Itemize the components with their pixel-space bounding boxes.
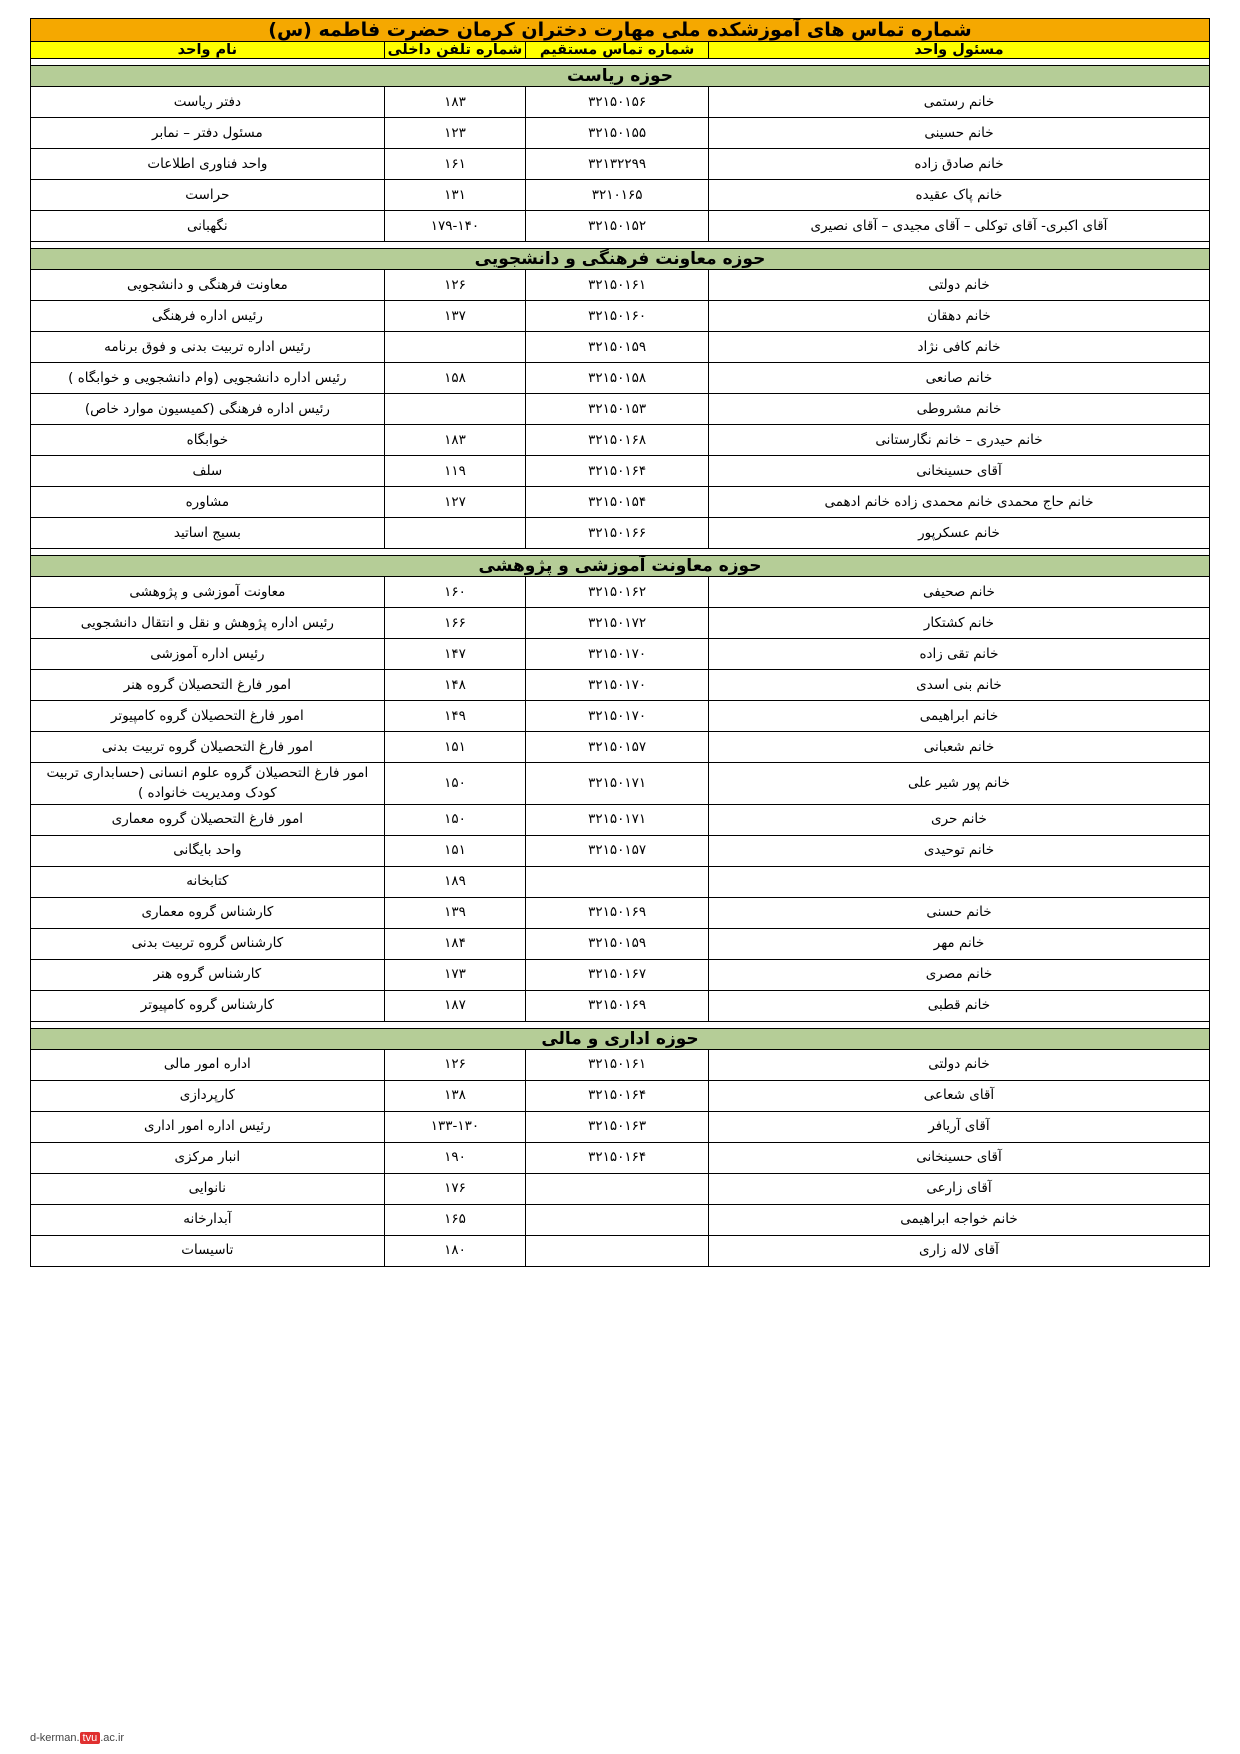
unit-name-cell: کارشناس گروه معماری [31, 897, 385, 928]
unit-name-cell: امور فارغ التحصیلان گروه تربیت بدنی [31, 732, 385, 763]
unit-name-cell: مشاوره [31, 487, 385, 518]
table-row [31, 608, 1210, 639]
table-row [31, 118, 1210, 149]
unit-name-cell: رئیس اداره امور اداری [31, 1111, 385, 1142]
unit-name-cell: نانوایی [31, 1173, 385, 1204]
column-header-direct: شماره تماس مستقیم [526, 42, 709, 59]
unit-name-cell: رئیس اداره آموزشی [31, 639, 385, 670]
person-cell: خانم کافی نژاد [708, 332, 1209, 363]
person-cell: خانم تقی زاده [708, 639, 1209, 670]
extension-cell: ۱۳۱ [384, 180, 525, 211]
person-cell: خانم پور شیر علی [708, 763, 1209, 805]
person-cell: خانم حاج محمدی خانم محمدی زاده خانم ادهمی [708, 487, 1209, 518]
table-row [31, 1111, 1210, 1142]
unit-name-cell: رئیس اداره فرهنگی [31, 301, 385, 332]
direct-phone-cell: ۳۲۱۵۰۱۷۲ [526, 608, 709, 639]
direct-phone-cell: ۳۲۱۵۰۱۷۰ [526, 670, 709, 701]
table-row [31, 959, 1210, 990]
person-cell: آقای لاله زاری [708, 1235, 1209, 1266]
table-row [31, 670, 1210, 701]
unit-name-cell: انبار مرکزی [31, 1142, 385, 1173]
person-cell: خانم دولتی [708, 1049, 1209, 1080]
extension-cell: ۱۴۹ [384, 701, 525, 732]
extension-cell: ۱۶۱ [384, 149, 525, 180]
column-header-row [31, 42, 1210, 59]
section-header-row [31, 556, 1210, 577]
extension-cell [384, 394, 525, 425]
table-row [31, 363, 1210, 394]
person-cell: خانم مشروطی [708, 394, 1209, 425]
unit-name-cell: رئیس اداره فرهنگی (کمیسیون موارد خاص) [31, 394, 385, 425]
direct-phone-cell: ۳۲۱۵۰۱۵۴ [526, 487, 709, 518]
table-row [31, 732, 1210, 763]
table-row [31, 332, 1210, 363]
person-cell: خانم رستمی [708, 87, 1209, 118]
person-cell: آقای زارعی [708, 1173, 1209, 1204]
person-cell: خانم ابراهیمی [708, 701, 1209, 732]
person-cell: خانم شعبانی [708, 732, 1209, 763]
section-header-row [31, 66, 1210, 87]
table-row [31, 1173, 1210, 1204]
table-row [31, 763, 1210, 805]
direct-phone-cell: ۳۲۱۵۰۱۶۸ [526, 425, 709, 456]
direct-phone-cell: ۳۲۱۵۰۱۶۶ [526, 518, 709, 549]
extension-cell: ۱۷۹-۱۴۰ [384, 211, 525, 242]
extension-cell: ۱۲۳ [384, 118, 525, 149]
person-cell: آقای آریافر [708, 1111, 1209, 1142]
section-spacer [31, 549, 1210, 556]
extension-cell: ۱۸۳ [384, 87, 525, 118]
unit-name-cell: واحد فناوری اطلاعات [31, 149, 385, 180]
extension-cell: ۱۷۳ [384, 959, 525, 990]
footer-watermark [30, 1732, 124, 1744]
direct-phone-cell: ۳۲۱۵۰۱۶۰ [526, 301, 709, 332]
section-title: حوزه ریاست [31, 66, 1210, 87]
spacer-cell [31, 59, 1210, 66]
person-cell [708, 866, 1209, 897]
person-cell: خانم پاک عقیده [708, 180, 1209, 211]
section-header-row [31, 249, 1210, 270]
direct-phone-cell [526, 1173, 709, 1204]
table-row [31, 1080, 1210, 1111]
table-row [31, 270, 1210, 301]
unit-name-cell: کارشناس گروه هنر [31, 959, 385, 990]
extension-cell: ۱۶۶ [384, 608, 525, 639]
person-cell: خانم مهر [708, 928, 1209, 959]
extension-cell: ۱۸۳ [384, 425, 525, 456]
unit-name-cell: حراست [31, 180, 385, 211]
direct-phone-cell: ۳۲۱۵۰۱۵۵ [526, 118, 709, 149]
direct-phone-cell [526, 1204, 709, 1235]
column-header-person: مسئول واحد [708, 42, 1209, 59]
extension-cell: ۱۶۵ [384, 1204, 525, 1235]
spacer-cell [31, 549, 1210, 556]
unit-name-cell: کارپردازی [31, 1080, 385, 1111]
extension-cell: ۱۲۷ [384, 487, 525, 518]
person-cell: خانم دولتی [708, 270, 1209, 301]
person-cell: آقای اکبری- آقای توکلی – آقای مجیدی – آقای نصیری [708, 211, 1209, 242]
section-spacer [31, 59, 1210, 66]
direct-phone-cell: ۳۲۱۵۰۱۶۱ [526, 270, 709, 301]
direct-phone-cell: ۳۲۱۵۰۱۶۹ [526, 897, 709, 928]
table-row [31, 990, 1210, 1021]
unit-name-cell: بسیج اساتید [31, 518, 385, 549]
table-row [31, 804, 1210, 835]
unit-name-cell: رئیس اداره تربیت بدنی و فوق برنامه [31, 332, 385, 363]
unit-name-cell: معاونت آموزشی و پژوهشی [31, 577, 385, 608]
spacer-cell [31, 242, 1210, 249]
unit-name-cell: اداره امور مالی [31, 1049, 385, 1080]
person-cell: خانم مصری [708, 959, 1209, 990]
person-cell: خانم عسکرپور [708, 518, 1209, 549]
extension-cell: ۱۹۰ [384, 1142, 525, 1173]
person-cell: خانم حیدری – خانم نگارستانی [708, 425, 1209, 456]
table-row [31, 180, 1210, 211]
section-spacer [31, 1021, 1210, 1028]
unit-name-cell: کتابخانه [31, 866, 385, 897]
unit-name-cell: خوابگاه [31, 425, 385, 456]
direct-phone-cell [526, 1235, 709, 1266]
footer-suffix: .ac.ir [100, 1732, 125, 1744]
direct-phone-cell: ۳۲۱۵۰۱۵۳ [526, 394, 709, 425]
unit-name-cell: امور فارغ التحصیلان گروه کامپیوتر [31, 701, 385, 732]
footer-prefix: d-kerman. [30, 1732, 80, 1744]
direct-phone-cell: ۳۲۱۵۰۱۷۱ [526, 763, 709, 805]
table-row [31, 149, 1210, 180]
table-row [31, 928, 1210, 959]
unit-name-cell: آبدارخانه [31, 1204, 385, 1235]
page-title: شماره تماس های آموزشکده ملی مهارت دختران کرمان حضرت فاطمه (س) [31, 19, 1210, 42]
unit-name-cell: مسئول دفتر – نمابر [31, 118, 385, 149]
person-cell: خانم توحیدی [708, 835, 1209, 866]
direct-phone-cell: ۳۲۱۵۰۱۶۲ [526, 577, 709, 608]
unit-name-cell: رئیس اداره پژوهش و نقل و انتقال دانشجویی [31, 608, 385, 639]
extension-cell: ۱۱۹ [384, 456, 525, 487]
direct-phone-cell: ۳۲۱۵۰۱۵۸ [526, 363, 709, 394]
table-row [31, 639, 1210, 670]
person-cell: آقای حسینخانی [708, 1142, 1209, 1173]
section-title: حوزه معاونت آموزشی و پژوهشی [31, 556, 1210, 577]
spacer-cell [31, 1021, 1210, 1028]
extension-cell [384, 518, 525, 549]
table-row [31, 87, 1210, 118]
unit-name-cell: امور فارغ التحصیلان گروه معماری [31, 804, 385, 835]
extension-cell: ۱۴۷ [384, 639, 525, 670]
section-title: حوزه معاونت فرهنگی و دانشجویی [31, 249, 1210, 270]
section-header-row [31, 1028, 1210, 1049]
person-cell: خانم دهقان [708, 301, 1209, 332]
table-row [31, 487, 1210, 518]
direct-phone-cell: ۳۲۱۵۰۱۷۰ [526, 701, 709, 732]
extension-cell: ۱۵۱ [384, 835, 525, 866]
column-header-unit: نام واحد [31, 42, 385, 59]
table-row [31, 301, 1210, 332]
extension-cell: ۱۵۰ [384, 763, 525, 805]
unit-name-cell: نگهبانی [31, 211, 385, 242]
document-title-row [31, 19, 1210, 42]
direct-phone-cell: ۳۲۱۵۰۱۶۷ [526, 959, 709, 990]
table-row [31, 518, 1210, 549]
direct-phone-cell: ۳۲۱۵۰۱۵۲ [526, 211, 709, 242]
extension-cell: ۱۸۷ [384, 990, 525, 1021]
extension-cell: ۱۳۸ [384, 1080, 525, 1111]
person-cell: خانم حسینی [708, 118, 1209, 149]
unit-name-cell: تاسیسات [31, 1235, 385, 1266]
contacts-table [30, 18, 1210, 1267]
person-cell: آقای حسینخانی [708, 456, 1209, 487]
person-cell: خانم صادق زاده [708, 149, 1209, 180]
direct-phone-cell: ۳۲۱۵۰۱۶۴ [526, 456, 709, 487]
table-row [31, 1142, 1210, 1173]
table-row [31, 866, 1210, 897]
extension-cell: ۱۸۰ [384, 1235, 525, 1266]
table-row [31, 1204, 1210, 1235]
extension-cell: ۱۸۹ [384, 866, 525, 897]
unit-name-cell: واحد بایگانی [31, 835, 385, 866]
unit-name-cell: کارشناس گروه کامپیوتر [31, 990, 385, 1021]
person-cell: خانم بنی اسدی [708, 670, 1209, 701]
person-cell: خانم صانعی [708, 363, 1209, 394]
table-row [31, 897, 1210, 928]
extension-cell: ۱۶۰ [384, 577, 525, 608]
table-row [31, 1049, 1210, 1080]
unit-name-cell: معاونت فرهنگی و دانشجویی [31, 270, 385, 301]
person-cell: خانم قطبی [708, 990, 1209, 1021]
direct-phone-cell: ۳۲۱۵۰۱۵۹ [526, 928, 709, 959]
extension-cell: ۱۳۳-۱۳۰ [384, 1111, 525, 1142]
section-spacer [31, 242, 1210, 249]
extension-cell: ۱۵۰ [384, 804, 525, 835]
extension-cell: ۱۵۱ [384, 732, 525, 763]
extension-cell: ۱۷۶ [384, 1173, 525, 1204]
direct-phone-cell: ۳۲۱۵۰۱۵۷ [526, 835, 709, 866]
direct-phone-cell: ۳۲۱۵۰۱۶۹ [526, 990, 709, 1021]
extension-cell: ۱۴۸ [384, 670, 525, 701]
extension-cell: ۱۳۷ [384, 301, 525, 332]
footer-brand: tvu [80, 1732, 101, 1744]
direct-phone-cell: ۳۲۱۵۰۱۶۱ [526, 1049, 709, 1080]
table-row [31, 394, 1210, 425]
table-row [31, 1235, 1210, 1266]
extension-cell: ۱۸۴ [384, 928, 525, 959]
table-row [31, 211, 1210, 242]
extension-cell [384, 332, 525, 363]
unit-name-cell: امور فارغ التحصیلان گروه علوم انسانی (حسابداری تربیت کودک ومدیریت خانواده ) [31, 763, 385, 805]
extension-cell: ۱۲۶ [384, 1049, 525, 1080]
extension-cell: ۱۵۸ [384, 363, 525, 394]
direct-phone-cell: ۳۲۱۵۰۱۶۴ [526, 1080, 709, 1111]
direct-phone-cell: ۳۲۱۵۰۱۵۹ [526, 332, 709, 363]
direct-phone-cell: ۳۲۱۳۲۲۹۹ [526, 149, 709, 180]
column-header-ext: شماره تلفن داخلی [384, 42, 525, 59]
table-row [31, 577, 1210, 608]
table-row [31, 425, 1210, 456]
table-body [31, 19, 1210, 1267]
unit-name-cell: امور فارغ التحصیلان گروه هنر [31, 670, 385, 701]
unit-name-cell: رئیس اداره دانشجویی (وام دانشجویی و خوابگاه ) [31, 363, 385, 394]
direct-phone-cell: ۳۲۱۰۱۶۵ [526, 180, 709, 211]
direct-phone-cell: ۳۲۱۵۰۱۵۷ [526, 732, 709, 763]
person-cell: خانم صحیفی [708, 577, 1209, 608]
person-cell: خانم خواجه ابراهیمی [708, 1204, 1209, 1235]
direct-phone-cell [526, 866, 709, 897]
person-cell: خانم کشتکار [708, 608, 1209, 639]
unit-name-cell: دفتر ریاست [31, 87, 385, 118]
direct-phone-cell: ۳۲۱۵۰۱۶۳ [526, 1111, 709, 1142]
table-row [31, 835, 1210, 866]
direct-phone-cell: ۳۲۱۵۰۱۷۰ [526, 639, 709, 670]
person-cell: خانم حری [708, 804, 1209, 835]
person-cell: خانم حسنی [708, 897, 1209, 928]
extension-cell: ۱۲۶ [384, 270, 525, 301]
unit-name-cell: سلف [31, 456, 385, 487]
table-row [31, 456, 1210, 487]
extension-cell: ۱۳۹ [384, 897, 525, 928]
direct-phone-cell: ۳۲۱۵۰۱۷۱ [526, 804, 709, 835]
section-title: حوزه اداری و مالی [31, 1028, 1210, 1049]
person-cell: آقای شعاعی [708, 1080, 1209, 1111]
table-row [31, 701, 1210, 732]
direct-phone-cell: ۳۲۱۵۰۱۵۶ [526, 87, 709, 118]
unit-name-cell: کارشناس گروه تربیت بدنی [31, 928, 385, 959]
direct-phone-cell: ۳۲۱۵۰۱۶۴ [526, 1142, 709, 1173]
